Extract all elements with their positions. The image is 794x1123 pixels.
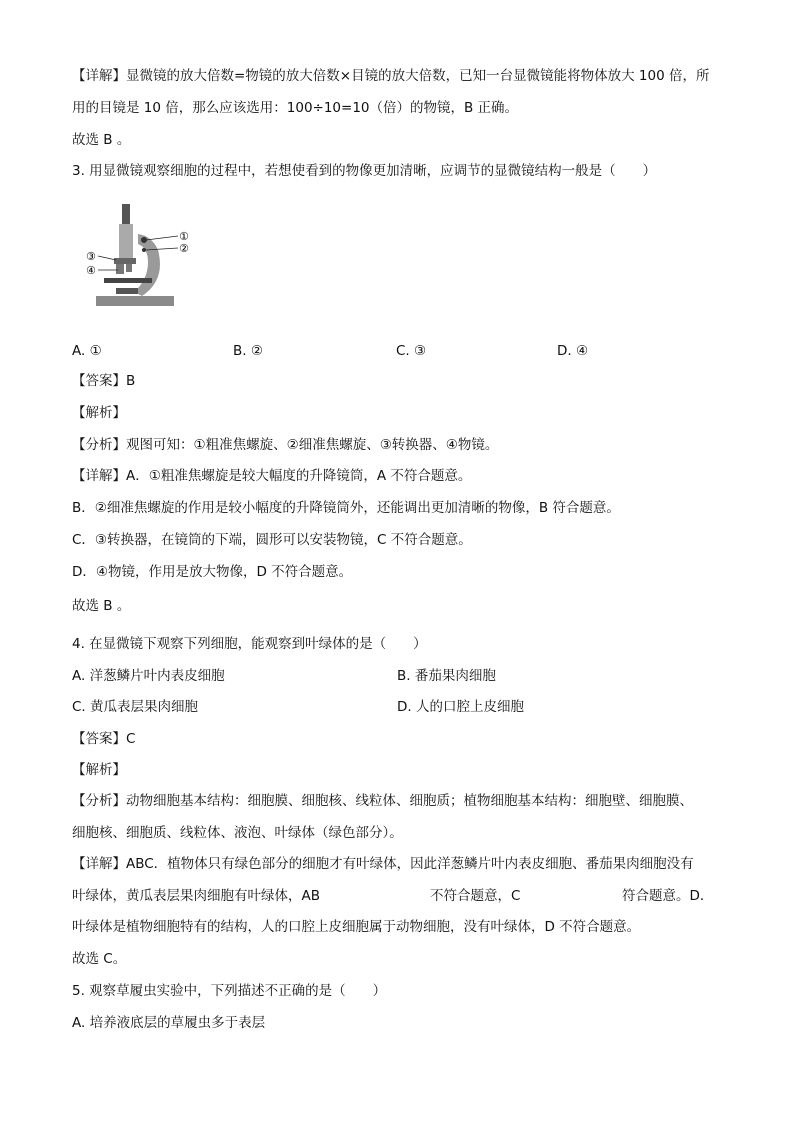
q4-option-d: D. 人的口腔上皮细胞 <box>397 699 524 715</box>
q5-option-a: A. 培养液底层的草履虫多于表层 <box>72 1015 266 1031</box>
q4-option-b: B. 番茄果肉细胞 <box>397 668 496 684</box>
q3-detail-c: C．③转换器，在镜筒的下端，圆形可以安装物镜，C 不符合题意。 <box>72 532 472 548</box>
q3-answer: 【答案】B <box>72 373 136 389</box>
q3-option-c: C. ③ <box>396 343 427 359</box>
q3-option-b: B. ② <box>233 343 263 359</box>
q4-option-a: A. 洋葱鳞片叶内表皮细胞 <box>72 668 225 684</box>
q3-detail: 【详解】A．①粗准焦螺旋是较大幅度的升降镜筒，A 不符合题意。 <box>72 468 472 484</box>
label-2: ② <box>179 242 189 255</box>
question-4: 4. 在显微镜下观察下列细胞，能观察到叶绿体的是（ ） <box>72 636 427 652</box>
microscope-mirror <box>116 288 138 294</box>
explanation-line-1: 【详解】显微镜的放大倍数=物镜的放大倍数×目镜的放大倍数，已知一台显微镜能将物体放大 100 倍，所 <box>72 68 710 84</box>
question-5: 5. 观察草履虫实验中，下列描述不正确的是（ ） <box>72 983 387 999</box>
microscope-eyepiece <box>122 204 130 224</box>
q3-conclusion: 故选 B 。 <box>72 598 131 614</box>
label-1: ① <box>179 230 189 243</box>
q4-analysis-1: 【分析】动物细胞基本结构：细胞膜、细胞核、线粒体、细胞质；植物细胞基本结构：细胞壁、细胞膜、 <box>72 793 693 809</box>
q4-analysis-2: 细胞核、细胞质、线粒体、液泡、叶绿体（绿色部分）。 <box>72 825 403 841</box>
q4-detail-1: 【详解】ABC．植物体只有绿色部分的细胞才有叶绿体，因此洋葱鳞片叶内表皮细胞、番茄果肉细胞没有 <box>72 856 694 872</box>
microscope-nosepiece <box>114 258 136 264</box>
q3-analysis-heading: 【解析】 <box>72 405 126 421</box>
q4-analysis-heading: 【解析】 <box>72 762 126 778</box>
fine-focus-knob <box>142 248 146 252</box>
explanation-line-2: 用的目镜是 10 倍，那么应该选用：100÷10=10（倍）的物镜，B 正确。 <box>72 100 519 116</box>
q3-detail-d: D．④物镜，作用是放大物像，D 不符合题意。 <box>72 564 353 580</box>
microscope-stage <box>104 278 152 283</box>
label-4: ④ <box>86 264 96 277</box>
q4-conclusion: 故选 C。 <box>72 951 127 967</box>
microscope-arm <box>134 234 160 296</box>
q3-option-a: A. ① <box>72 343 102 359</box>
question-3: 3. 用显微镜观察细胞的过程中，若想使看到的物像更加清晰，应调节的显微镜结构一般是（ ） <box>72 163 657 179</box>
q3-option-d: D. ④ <box>557 343 589 359</box>
q3-detail-b: B．②细准焦螺旋的作用是较小幅度的升降镜筒外，还能调出更加清晰的物像，B 符合题意。 <box>72 500 620 516</box>
conclusion-line: 故选 B 。 <box>72 132 131 148</box>
microscope-objective-2 <box>126 264 132 272</box>
microscope-tube <box>119 224 133 258</box>
microscope-figure <box>82 200 202 312</box>
q4-detail-3: 叶绿体是植物细胞特有的结构，人的口腔上皮细胞属于动物细胞，没有叶绿体，D 不符合题意。 <box>72 919 641 935</box>
microscope-objective <box>116 264 124 274</box>
q4-answer: 【答案】C <box>72 731 136 747</box>
q3-analysis: 【分析】观图可知：①粗准焦螺旋、②细准焦螺旋、③转换器、④物镜。 <box>72 437 499 453</box>
q4-detail-2c: 符合题意。D． <box>622 888 714 904</box>
q4-detail-2b: 不符合题意，C <box>430 888 521 904</box>
q4-option-c: C. 黄瓜表层果肉细胞 <box>72 699 199 715</box>
label-3: ③ <box>86 250 96 263</box>
q4-detail-2a: 叶绿体，黄瓜表层果肉细胞有叶绿体，AB <box>72 888 320 904</box>
microscope-base <box>96 296 174 306</box>
